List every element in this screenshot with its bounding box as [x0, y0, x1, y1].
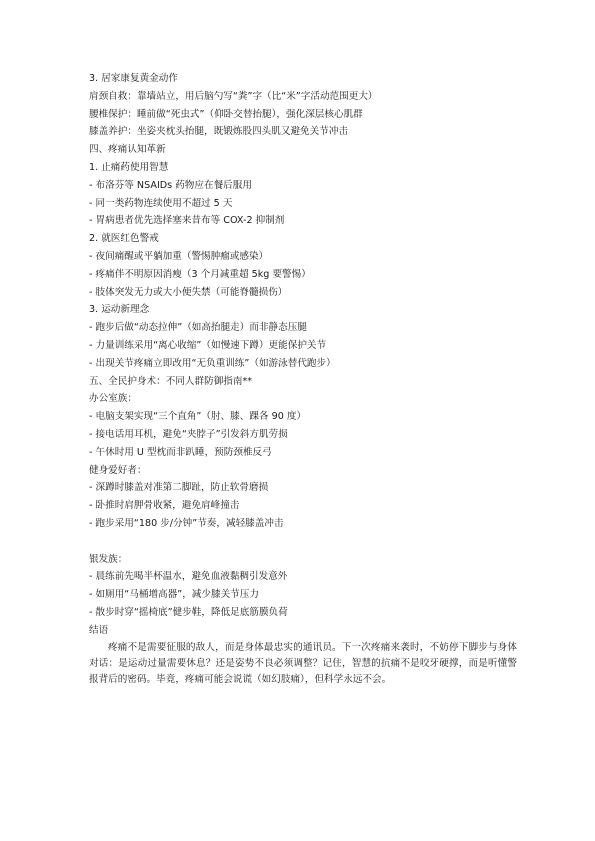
list-item: - 午休时用 U 型枕而非趴睡，预防颈椎反弓	[89, 446, 272, 458]
list-item: - 夜间痛醒或平躺加重（警惕肿瘤或感染）	[89, 250, 269, 262]
list-item: - 疼痛伴不明原因消瘦（3 个月减重超 5kg 要警惕）	[89, 268, 311, 280]
list-item: - 力量训练采用“离心收缩”（如慢速下蹲）更能保护关节	[89, 339, 327, 351]
section-three-title: 3. 居家康复黄金动作	[89, 73, 178, 84]
list-item: - 出现关节疼痛立即改用“无负重训练”（如游泳替代跑步）	[89, 357, 336, 369]
home-rehab-lumbar: 腰椎保护：睡前做“死虫式”（仰卧交替抬腿），强化深层核心肌群	[89, 108, 363, 120]
painkiller-title: 1. 止痛药使用智慧	[89, 161, 169, 173]
conclusion-title: 结语	[89, 624, 109, 636]
office-title: 办公室族：	[89, 393, 137, 405]
list-item: - 同一类药物连续使用不超过 5 天	[89, 197, 233, 209]
section-four-title: 四、疼痛认知革新	[89, 144, 166, 156]
list-item: - 布洛芬等 NSAIDs 药物应在餐后服用	[89, 179, 252, 191]
blank-line	[89, 533, 517, 551]
home-rehab-neck: 肩颈自救：靠墙站立，用后脑勺写“粪”字（比“米”字活动范围更大）	[89, 90, 378, 102]
section-five-title: 五、全民护身术：不同人群防御指南**	[89, 375, 253, 387]
list-item: - 胃病患者优先选择塞来昔布等 COX-2 抑制剂	[89, 215, 285, 227]
list-item: - 跑步采用“180 步/分钟”节奏，减轻膝盖冲击	[89, 517, 284, 529]
document-page	[89, 70, 517, 689]
home-rehab-knee: 膝盖养护：坐姿夹枕头抬腿，既锻炼股四头肌又避免关节冲击	[89, 126, 349, 138]
list-item: - 晨练前先喝半杯温水，避免血液黏稠引发意外	[89, 571, 288, 583]
list-item: - 深蹲时膝盖对准第二脚趾，防止软骨磨损	[89, 482, 269, 494]
list-item: - 电脑支架实现“三个直角”（肘、膝、踝各 90 度）	[89, 411, 307, 423]
fitness-title: 健身爱好者：	[89, 464, 147, 476]
list-item: - 如厕用“马桶增高器”，减少膝关节压力	[89, 589, 259, 601]
list-item: - 接电话用耳机，避免“夹脖子”引发斜方肌劳损	[89, 428, 288, 440]
seniors-title: 银发族：	[89, 553, 128, 565]
list-item: - 卧推时肩胛骨收紧，避免肩峰撞击	[89, 500, 240, 512]
list-item: - 散步时穿“摇椅底”健步鞋，降低足底筋膜负荷	[89, 606, 288, 618]
red-flags-title: 2. 就医红色警戒	[89, 233, 159, 245]
exercise-title: 3. 运动新理念	[89, 304, 150, 316]
conclusion-paragraph: 疼痛不是需要征服的敌人，而是身体最忠实的通讯员。下一次疼痛来袭时，不妨停下脚步与身体对话：是运动过量需要休息？还是姿势不良必须调整？记住，智慧的抗痛不是咬牙硬撑，而是听懂警报背后的密码。毕竟，疼痛可能会说谎（如幻肢痛），但科学永远不会。	[89, 641, 517, 686]
list-item: - 肢体突发无力或大小便失禁（可能脊髓损伤）	[89, 286, 288, 298]
list-item: - 跑步后做“动态拉伸”（如高抬腿走）而非静态压腿	[89, 322, 307, 334]
